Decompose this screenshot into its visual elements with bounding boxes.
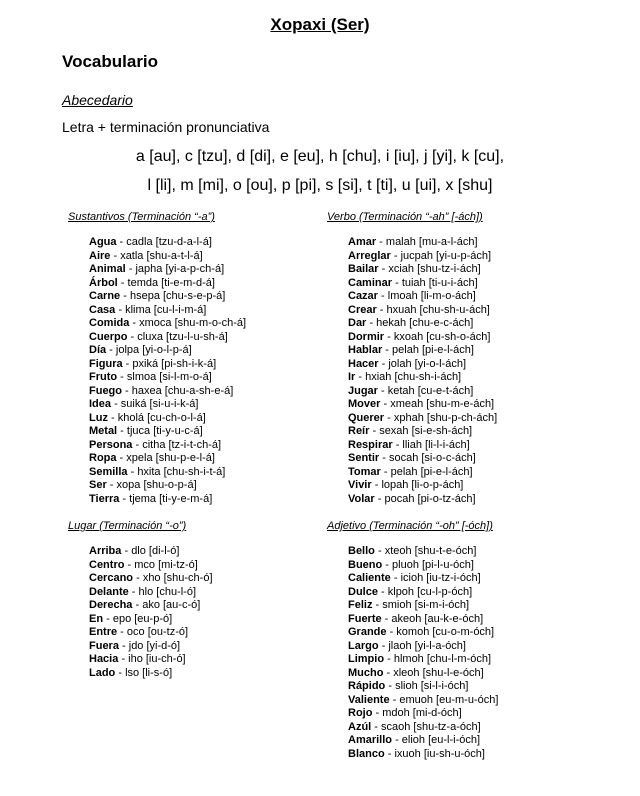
vocab-word: Cercano [89, 572, 134, 584]
vocab-separator: - [369, 425, 380, 437]
vocab-entry [89, 439, 246, 453]
vocab-separator: - [380, 465, 391, 478]
vocab-entry [89, 667, 213, 681]
vocab-word: Semilla [89, 465, 128, 478]
vocab-translation: jolah [yi-o-l-ách] [388, 357, 466, 370]
vocab-separator: - [384, 411, 394, 424]
vocab-translation: temda [ti-e-m-d-á] [127, 276, 215, 289]
vocab-word: Casa [89, 303, 116, 316]
alphabet-subheading: Abecedario [62, 92, 133, 108]
vocab-entry [89, 331, 246, 345]
vocab-entry [348, 358, 497, 372]
vocab-translation: pelah [pi-e-l-ách] [392, 344, 474, 356]
vocab-translation: cadla [tzu-d-a-l-á] [126, 236, 212, 248]
vocab-entry [89, 236, 246, 250]
vocab-entry [348, 572, 498, 586]
vocab-translation: xpela [shu-p-e-l-á] [126, 452, 215, 464]
vocab-word: Fuera [89, 639, 119, 652]
document-title: Xopaxi (Ser) [270, 15, 370, 34]
vocab-translation: klima [cu-l-i-m-á] [125, 303, 207, 316]
vocab-separator: - [372, 599, 383, 611]
vocab-entry [348, 398, 497, 412]
vocab-separator: - [378, 357, 389, 370]
vocab-entry [348, 290, 497, 304]
vocab-word: Delante [89, 585, 129, 598]
vocab-word: Largo [348, 639, 379, 652]
vocab-entry [89, 613, 213, 627]
lugar-heading: Lugar (Terminación “-o”) [68, 520, 187, 532]
vocab-entry [348, 721, 498, 735]
alphabet-note: Letra + terminación pronunciativa [62, 119, 270, 135]
sustantivos-heading: Sustantivos (Terminación “-a”) [68, 211, 215, 223]
vocab-word: Feliz [348, 599, 373, 611]
vocab-word: Persona [89, 438, 133, 451]
vocab-word: Azúl [348, 720, 372, 733]
vocab-separator: - [382, 344, 393, 356]
verbo-heading: Verbo (Terminación “-ah” [-ách]) [327, 211, 483, 223]
vocab-word: Centro [89, 558, 125, 571]
vocab-separator: - [377, 290, 388, 302]
vocab-translation: haxea [chu-a-sh-e-á] [131, 384, 234, 397]
vocab-word: Hablar [348, 344, 383, 356]
vocab-separator: - [382, 558, 393, 571]
vocab-separator: - [106, 344, 116, 356]
vocab-separator: - [380, 398, 391, 410]
vocab-entry [89, 344, 246, 358]
vocab-separator: - [392, 276, 402, 289]
vocab-separator: - [116, 452, 127, 464]
alphabet-line-2: l [li], m [mi], o [ou], p [pi], s [si], t [ti], u [ui], x [shu] [147, 177, 493, 194]
vocab-separator: - [378, 263, 389, 275]
vocab-entry [348, 613, 498, 627]
vocab-entry [89, 358, 246, 372]
vocab-entry [348, 640, 498, 654]
vocab-word: Rojo [348, 707, 373, 719]
vocab-separator: - [377, 585, 388, 598]
vocab-word: Valiente [348, 693, 390, 706]
vocab-separator: - [118, 639, 129, 652]
vocab-translation: slioh [si-l-i-óch] [395, 680, 469, 692]
vocab-word: Sentir [348, 452, 380, 464]
vocab-translation: suiká [si-u-i-k-á] [120, 398, 199, 410]
vocab-entry [348, 263, 497, 277]
vocab-entry [89, 412, 246, 426]
vocab-entry [348, 493, 497, 507]
vocab-word: Vivir [348, 479, 372, 491]
vocab-entry [89, 371, 246, 385]
vocab-separator: - [107, 411, 118, 424]
vocab-word: Arreglar [348, 249, 391, 262]
vocab-translation: epo [eu-p-ó] [112, 612, 173, 625]
vocab-translation: tjuca [ti-y-u-c-á] [126, 425, 203, 437]
vocab-separator: - [376, 236, 386, 248]
vocab-entry [348, 412, 497, 426]
vocab-word: Blanco [348, 747, 385, 760]
vocab-word: Limpio [348, 653, 385, 665]
vocab-entry [348, 694, 498, 708]
vocab-word: Querer [348, 411, 385, 424]
vocab-entry [348, 250, 497, 264]
vocab-word: Bailar [348, 263, 379, 275]
vocab-translation: xleoh [shu-l-e-óch] [393, 666, 484, 679]
vocab-word: Caliente [348, 572, 391, 584]
vocab-entry [89, 466, 246, 480]
vocab-separator: - [372, 707, 383, 719]
vocab-translation: xatla [shu-a-t-l-á] [120, 249, 203, 262]
vocab-translation: lso [li-s-ó] [125, 666, 173, 679]
vocab-separator: - [390, 249, 401, 262]
vocab-word: Día [89, 344, 107, 356]
vocab-translation: xmoca [shu-m-o-ch-á] [139, 317, 247, 329]
vocab-separator: - [129, 317, 140, 329]
vocab-translation: hlo [chu-l-ó] [138, 585, 197, 598]
vocab-translation: citha [tz-i-t-ch-á] [142, 438, 222, 451]
vocab-separator: - [117, 626, 127, 638]
vocab-entry [348, 385, 497, 399]
vocab-translation: xphah [shu-p-ch-ách] [393, 411, 498, 424]
vocab-entry [348, 545, 498, 559]
vocab-translation: lopah [li-o-p-ách] [381, 479, 464, 491]
vocab-entry [348, 667, 498, 681]
vocab-separator: - [125, 263, 136, 275]
vocab-word: Volar [348, 492, 375, 505]
lugar-list [89, 545, 213, 680]
vocab-entry [348, 653, 498, 667]
vocab-separator: - [121, 545, 132, 557]
vocab-separator: - [389, 693, 400, 706]
vocab-separator: - [110, 249, 121, 262]
adjetivo-heading: Adjetivo (Terminación “-oh” [-óch]) [327, 520, 493, 532]
vocab-separator: - [390, 572, 401, 584]
vocab-word: Entre [89, 626, 118, 638]
vocab-separator: - [355, 371, 366, 383]
vocab-separator: - [117, 276, 128, 289]
vocab-entry [89, 653, 213, 667]
vocab-word: Ser [89, 479, 107, 491]
vocab-entry [89, 385, 246, 399]
vocab-word: Comida [89, 317, 130, 329]
vocab-separator: - [386, 626, 397, 638]
vocab-translation: hlmoh [chu-l-m-óch] [393, 653, 492, 665]
vocab-word: Mucho [348, 666, 384, 679]
vocab-translation: xopa [shu-o-p-á] [116, 479, 197, 491]
vocab-entry [89, 599, 213, 613]
sustantivos-list [89, 236, 246, 506]
vocab-separator: - [117, 425, 127, 437]
vocab-entry [89, 479, 246, 493]
vocab-translation: smioh [si-m-i-óch] [382, 599, 470, 611]
vocab-word: Amarillo [348, 734, 393, 746]
vocab-separator: - [124, 558, 135, 571]
vocab-word: Fruto [89, 371, 118, 383]
vocab-translation: pocah [pi-o-tz-ách] [384, 492, 476, 505]
vocab-translation: mdoh [mi-d-óch] [382, 707, 462, 719]
vocab-word: Grande [348, 626, 387, 638]
vocab-word: Bueno [348, 558, 383, 571]
vocab-entry [348, 466, 497, 480]
vocab-separator: - [115, 303, 126, 316]
vocab-separator: - [111, 398, 121, 410]
vocab-word: Rápido [348, 680, 386, 692]
vocab-word: Arriba [89, 545, 122, 557]
vocab-entry [89, 572, 213, 586]
vocab-separator: - [115, 666, 126, 679]
vocab-word: Dar [348, 317, 367, 329]
vocab-entry [348, 707, 498, 721]
vocab-word: Luz [89, 411, 108, 424]
vocab-word: Hacia [89, 653, 119, 665]
vocab-translation: cluxa [tzu-l-u-sh-á] [137, 330, 228, 343]
vocab-entry [348, 331, 497, 345]
vocab-word: Fuego [89, 384, 122, 397]
vocab-translation: pluoh [pi-l-u-óch] [392, 558, 474, 571]
vocab-separator: - [132, 599, 143, 611]
vocab-entry [89, 545, 213, 559]
vocab-entry [348, 452, 497, 466]
vocab-translation: komoh [cu-o-m-óch] [396, 626, 495, 638]
vocab-separator: - [381, 612, 392, 625]
vocab-entry [348, 425, 497, 439]
vocab-entry [89, 250, 246, 264]
vocab-translation: icioh [iu-tz-i-óch] [400, 572, 481, 584]
vocab-entry [348, 304, 497, 318]
vocab-entry [348, 599, 498, 613]
vocab-word: Figura [89, 357, 123, 370]
vocab-separator: - [384, 747, 395, 760]
vocab-entry [89, 559, 213, 573]
vocab-entry [89, 640, 213, 654]
vocab-word: Respirar [348, 438, 393, 451]
vocab-word: Metal [89, 425, 118, 437]
vocab-translation: pelah [pi-e-l-ách] [390, 465, 473, 478]
vocab-separator: - [103, 612, 113, 625]
vocab-separator: - [117, 371, 127, 383]
vocab-translation: pxiká [pi-sh-i-k-á] [132, 357, 217, 370]
vocab-separator: - [366, 317, 377, 329]
vocab-translation: dlo [di-l-ó] [131, 545, 180, 557]
vocab-word: Amar [348, 236, 377, 248]
vocab-separator: - [122, 384, 132, 397]
vocab-word: Tierra [89, 492, 120, 505]
vocab-translation: akeoh [au-k-e-óch] [391, 612, 484, 625]
vocab-entry [348, 277, 497, 291]
section-heading: Vocabulario [62, 52, 159, 71]
vocab-separator: - [377, 384, 388, 397]
vocab-translation: mco [mi-tz-ó] [134, 558, 198, 571]
vocab-translation: iho [iu-ch-ó] [128, 653, 186, 665]
vocab-word: Cazar [348, 290, 378, 302]
vocab-separator: - [385, 680, 396, 692]
vocab-entry [89, 277, 246, 291]
vocab-word: Árbol [89, 276, 118, 289]
vocab-word: Caminar [348, 276, 393, 289]
vocab-word: Carne [89, 290, 121, 302]
adjetivo-list [348, 545, 498, 761]
vocab-word: Ir [348, 371, 356, 383]
vocab-entry [348, 236, 497, 250]
vocab-entry [348, 317, 497, 331]
vocab-word: Mover [348, 398, 381, 410]
vocab-entry [89, 493, 246, 507]
vocab-translation: tuiah [ti-u-i-ách] [401, 276, 478, 289]
vocab-word: Hacer [348, 357, 379, 370]
vocab-entry [89, 425, 246, 439]
vocab-translation: xho [shu-ch-ó] [142, 572, 213, 584]
vocab-translation: xteoh [shu-t-e-óch] [384, 545, 477, 557]
vocab-entry [89, 626, 213, 640]
vocab-separator: - [128, 585, 139, 598]
vocab-translation: jlaoh [yi-l-a-óch] [388, 639, 466, 652]
vocab-translation: hekah [chu-e-c-ách] [376, 317, 474, 329]
vocab-word: Animal [89, 263, 126, 275]
vocab-translation: jdo [yi-d-ó] [128, 639, 181, 652]
vocab-translation: ketah [cu-e-t-ách] [387, 384, 474, 397]
vocab-word: Idea [89, 398, 112, 410]
vocab-translation: socah [si-o-c-ách] [388, 452, 476, 464]
vocab-entry [89, 304, 246, 318]
vocab-separator: - [378, 639, 389, 652]
vocab-word: En [89, 612, 104, 625]
vocab-separator: - [132, 438, 143, 451]
vocab-entry [348, 586, 498, 600]
vocab-translation: oco [ou-tz-ó] [126, 626, 189, 638]
vocab-separator: - [120, 290, 130, 302]
vocab-separator: - [119, 492, 130, 505]
vocab-word: Jugar [348, 384, 378, 397]
vocab-separator: - [374, 492, 385, 505]
vocab-word: Bello [348, 545, 375, 557]
vocab-translation: lmoah [li-m-o-ách] [387, 290, 476, 302]
vocab-separator: - [118, 653, 129, 665]
vocab-separator: - [116, 236, 127, 248]
vocab-separator: - [127, 330, 138, 343]
vocab-word: Crear [348, 303, 377, 316]
vocab-entry [89, 452, 246, 466]
vocab-entry [89, 263, 246, 277]
vocab-separator: - [371, 479, 382, 491]
vocab-translation: tjema [ti-y-e-m-á] [129, 492, 213, 505]
vocab-entry [348, 371, 497, 385]
vocab-translation: jucpah [yi-u-p-ách] [400, 249, 492, 262]
vocab-translation: klpoh [cu-l-p-óch] [387, 585, 473, 598]
vocab-translation: xciah [shu-tz-i-ách] [388, 263, 481, 275]
vocab-entry [348, 344, 497, 358]
vocab-translation: hsepa [chu-s-e-p-á] [129, 290, 226, 302]
vocab-separator: - [371, 720, 382, 733]
vocab-translation: sexah [si-e-sh-ách] [379, 425, 473, 437]
vocab-entry [89, 317, 246, 331]
vocab-word: Tomar [348, 465, 381, 478]
vocab-translation: japha [yi-a-p-ch-á] [135, 263, 225, 275]
vocab-separator: - [384, 653, 394, 665]
vocab-translation: kholá [cu-ch-o-l-á] [117, 411, 206, 424]
vocab-translation: jolpa [yi-o-l-p-á] [115, 344, 192, 356]
vocab-entry [348, 439, 497, 453]
vocab-translation: slmoa [si-l-m-o-á] [126, 371, 212, 383]
vocab-word: Cuerpo [89, 330, 128, 343]
vocab-separator: - [383, 666, 394, 679]
vocab-entry [348, 479, 497, 493]
vocab-translation: hxuah [chu-sh-u-ách] [386, 303, 490, 316]
vocab-word: Derecha [89, 599, 133, 611]
vocab-word: Dormir [348, 330, 385, 343]
vocab-entry [89, 586, 213, 600]
vocab-entry [89, 398, 246, 412]
alphabet-line-1: a [au], c [tzu], d [di], e [eu], h [chu], i [iu], j [yi], k [cu], [135, 148, 505, 165]
vocab-separator: - [376, 303, 387, 316]
vocab-separator: - [379, 452, 389, 464]
vocab-translation: elioh [eu-l-i-óch] [401, 734, 481, 746]
vocab-entry [348, 748, 498, 762]
vocab-word: Reír [348, 425, 370, 437]
vocab-separator: - [384, 330, 394, 343]
vocab-separator: - [392, 734, 402, 746]
vocab-entry [348, 559, 498, 573]
vocab-entry [348, 626, 498, 640]
vocab-translation: scaoh [shu-tz-a-óch] [381, 720, 481, 733]
vocab-entry [89, 290, 246, 304]
vocab-translation: xmeah [shu-m-e-ách] [390, 398, 495, 410]
vocab-separator: - [106, 479, 117, 491]
vocab-word: Ropa [89, 452, 117, 464]
vocab-word: Aire [89, 249, 111, 262]
verbo-list [348, 236, 497, 506]
vocab-translation: ixuoh [iu-sh-u-óch] [394, 747, 485, 760]
vocab-translation: ako [au-c-ó] [142, 599, 201, 611]
vocab-entry [348, 680, 498, 694]
vocab-word: Agua [89, 236, 117, 248]
vocab-word: Fuerte [348, 612, 382, 625]
vocab-separator: - [122, 357, 133, 370]
vocab-word: Dulce [348, 585, 378, 598]
vocab-separator: - [392, 438, 403, 451]
vocab-entry [348, 734, 498, 748]
vocab-separator: - [374, 545, 385, 557]
vocab-translation: malah [mu-a-l-ách] [385, 236, 478, 248]
vocab-word: Lado [89, 666, 116, 679]
vocab-separator: - [127, 465, 138, 478]
vocab-translation: hxiah [chu-sh-i-ách] [365, 371, 462, 383]
vocab-translation: hxita [chu-sh-i-t-á] [137, 465, 226, 478]
vocab-translation: kxoah [cu-sh-o-ách] [393, 330, 491, 343]
vocab-translation: lliah [li-l-i-ách] [402, 438, 470, 451]
vocab-translation: emuoh [eu-m-u-óch] [399, 693, 499, 706]
vocab-separator: - [133, 572, 143, 584]
